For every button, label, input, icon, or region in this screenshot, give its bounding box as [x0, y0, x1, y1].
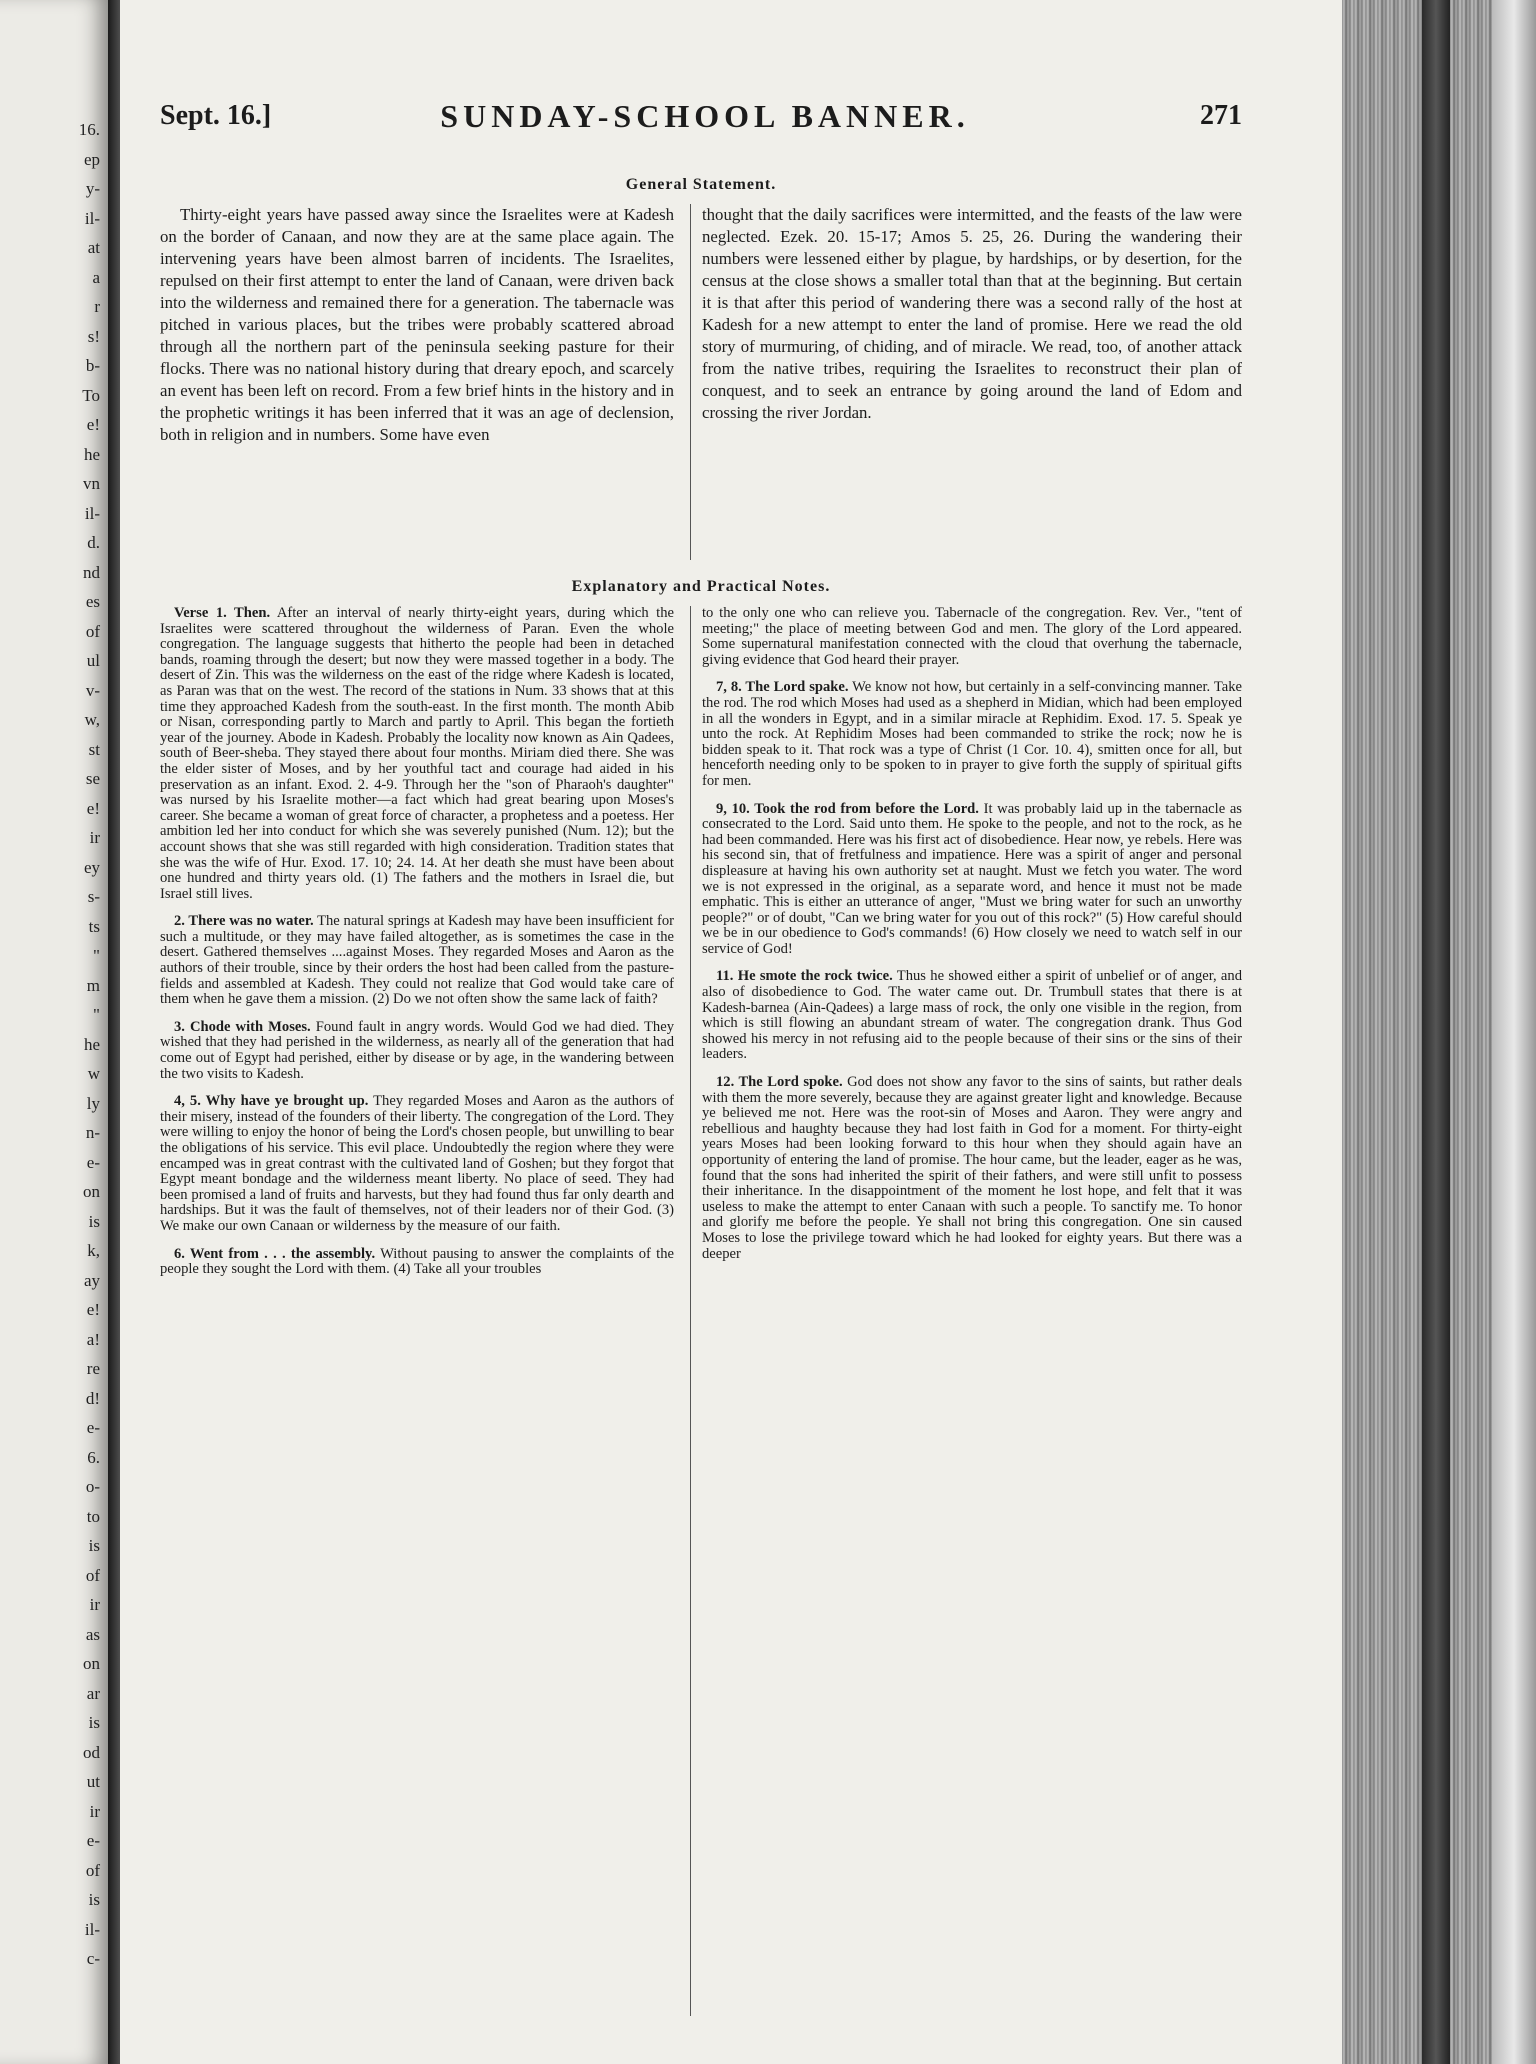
previous-page-fragment: e-: [86, 1152, 100, 1172]
note-body: After an interval of nearly thirty-eight years, during which the Israelites were scattered throughout the wilderness of Paran. Even the whole congregation. The language suggests that hitherto the people had been in detached bands, roaming through the desert; but now they were massed together in a body. The desert of Zin. This was the wilderness on the east of the ridge where Kadesh is located, as Paran was that on the west. The record of the stations in Num. 33 shows that at this time they approached Kadesh from the south-east. In the first month. The month Abib or Nisan, corresponding partly to March and partly to April. This began the fortieth year of the journey. Abode in Kadesh. Probably the locality now known as Ain Qadees, south of Beer-sheba. They stayed there about four months. Miriam died there. She was the elder sister of Moses, and by her youthful tact and courage had aided in his preservation as an infant. Exod. 2. 4-9. Through her the "son of Pharaoh's daughter" was nursed by his Israelite mother—a fact which had great bearing upon Moses's career. She became a woman of great force of character, a prophetess and a poetess. Her ambition led her into conduct for which she was severely punished (Num. 12); but the account shows that she was still regarded with high consideration. Tradition states that she was the wife of Hur. Exod. 17. 10; 24. 14. At her death she must have been about one hundred and thirty years old. (1) The fathers and the mothers in Israel die, but Israel still lives.: [160, 606, 674, 902]
previous-page-fragment: of: [85, 621, 100, 641]
book-gutter: [108, 0, 120, 2064]
previous-page-edge: [0, 0, 108, 2064]
previous-page-fragment: ir: [89, 1801, 100, 1821]
general-statement-right-column: [702, 204, 1242, 554]
note-paragraph: [702, 1075, 1242, 1262]
note-body: Found fault in angry words. Would God we had died. They wished that they had perished in the wilderness, as nearly all of the generation that had come out of Egypt had perished, either by disease or by age, in the wandering between the two visits to Kadesh.: [160, 1018, 674, 1082]
previous-page-fragment: as: [85, 1624, 100, 1644]
note-verse-lead: 9, 10. Took the rod from before the Lord.: [716, 800, 979, 817]
previous-page-fragment: ir: [89, 1595, 100, 1614]
note-paragraph: [160, 606, 674, 902]
note-paragraph: [160, 1094, 674, 1234]
previous-page-fragment: e!: [86, 798, 100, 818]
previous-page-fragment: vn: [83, 474, 100, 493]
previous-page-fragment: o-: [85, 1477, 100, 1496]
previous-page-fragment: is: [88, 1536, 100, 1555]
note-body: to the only one who can relieve you. Tabernacle of the congregation. Rev. Ver., "tent of meeting;" the place of meeting between God and men. The glory of the Lord appeared. Some supernatural manifestation connected with the cloud that overhung the tabernacle, giving evidence that God heard their prayer.: [702, 606, 1242, 668]
note-paragraph: [702, 969, 1242, 1063]
book-page: [120, 0, 1342, 2064]
page-edge-highlight: [1492, 0, 1536, 2064]
previous-page-fragment: n-: [85, 1123, 100, 1142]
general-statement-left-column: [160, 204, 674, 554]
previous-page-fragment: e!: [86, 415, 100, 434]
previous-page-fragment: ly: [86, 1093, 100, 1113]
note-verse-lead: 12. The Lord spoke.: [716, 1074, 843, 1091]
previous-page-fragment: se: [85, 769, 100, 788]
previous-page-fragment: is: [88, 1211, 100, 1231]
previous-page-fragment: ar: [86, 1683, 100, 1703]
previous-page-fragment: on: [83, 1654, 100, 1673]
note-body: God does not show any favor to the sins of saints, but rather deals with them the more severely, because they are against greater light and knowledge. Because ye believed me not. Here was the root-sin of Moses and Aaron. They were angry and rebellious and haughty because they had lost faith in God for a moment. For thirty-eight years Moses had been looking forward to this hour when they should again have an opportunity of entering the land of promise. The hour came, but the leader, eager as he was, found that the sons had inherited the spirit of their fathers, and were still unfit to possess their inheritance. In the disappointment of the moment he lost hope, and felt that it was useless to make the attempt to enter Canaan with such a people. To sanctify me. To honor and glorify me before the people. Ye shall not bring this congregation. One sin caused Moses to lose the privilege toward which he had looked for eighty years. But there was a deeper: [702, 1074, 1242, 1262]
previous-page-fragment: e-: [86, 1831, 100, 1850]
note-body: They regarded Moses and Aaron as the authors of their misery, instead of the founders of their liberty. The congregation of the Lord. They were willing to enjoy the honor of being the Lord's chosen people, but unwilling to bear the obligations of his service. This evil place. Undoubtedly the region where they were encamped was in great contrast with the cultivated land of Goshen; but they forgot that Egypt meant bondage and the wilderness meant liberty. No place of seed. They had been promised a land of fruits and harvests, but they had found thus far only dearth and hardships. But it was the fault of themselves, not of their leaders nor of their God. (3) We make our own Canaan or wilderness by the measure of our faith.: [160, 1093, 674, 1234]
previous-page-fragment: ul: [86, 651, 100, 670]
previous-page-fragment: ": [93, 1005, 100, 1024]
previous-page-fragment: es: [85, 592, 100, 611]
previous-page-fragment: od: [83, 1742, 100, 1762]
note-paragraph: [160, 1247, 674, 1278]
previous-page-fragment: il-: [84, 503, 100, 523]
previous-page-fragment: k,: [87, 1241, 100, 1260]
previous-page-fragment: on: [83, 1182, 100, 1201]
note-body: We know not how, but certainly in a self-convincing manner. Take the rod. The rod which Moses had used as a shepherd in Midian, which had been employed in all the wonders in Egypt, and in a similar miracle at Rephidim. Exod. 17. 5. Speak ye unto the rock. At Rephidim Moses had been commanded to strike the rock; now he is bidden speak to it. That rock was a type of Christ (1 Cor. 10. 4), smitten once for all, but henceforth needing only to be spoken to in prayer to give forth the supply of spiritual gifts for men.: [702, 679, 1242, 789]
note-paragraph: [702, 680, 1242, 789]
note-paragraph: [702, 606, 1242, 668]
previous-page-fragment: at: [87, 238, 100, 257]
previous-page-fragment: a: [92, 267, 100, 287]
page-number: 271: [1200, 100, 1242, 131]
note-verse-lead: 11. He smote the rock twice.: [716, 968, 893, 985]
previous-page-fragment: 6.: [87, 1447, 100, 1467]
previous-page-fragment: ay: [83, 1270, 100, 1290]
header-title: SUNDAY-SCHOOL BANNER.: [440, 98, 970, 134]
previous-page-fragment: il-: [84, 208, 100, 228]
note-body: Without pausing to answer the complaints of the people they sought the Lord with them. (4) Take all your troubles: [160, 1245, 674, 1278]
previous-page-fragment: s-: [87, 887, 100, 906]
previous-page-fragment: m: [86, 975, 100, 995]
previous-page-fragment: he: [83, 444, 100, 464]
column-divider: [690, 606, 691, 2016]
previous-page-fragment: il-: [84, 1919, 100, 1939]
previous-page-fragment: b-: [85, 356, 100, 375]
notes-left-column: [160, 606, 674, 2016]
note-verse-lead: 3. Chode with Moses.: [174, 1018, 311, 1035]
previous-page-fragment: r: [94, 297, 100, 316]
note-verse-lead: 4, 5. Why have ye brought up.: [174, 1093, 369, 1110]
general-statement-left-text: Thirty-eight years have passed away since the Israelites were at Kadesh on the border of Canaan, and now they are at the same place again. The intervening years have been almost barren of incidents. The Israelites, repulsed on their first attempt to enter the land of Canaan, were driven back into the wilderness and remained there for a generation. The tabernacle was pitched in various places, but the tribes were probably scattered abroad through all the northern part of the peninsula seeking pasture for their flocks. There was no national history during that dreary epoch, and scarcely an event has been left on record. From a few brief hints in the history and in the prophetic writings it has been inferred that it was an age of declension, both in religion and in numbers. Some have even: [160, 205, 674, 444]
previous-page-fragment: re: [86, 1359, 100, 1378]
column-divider: [690, 204, 691, 560]
page-edge-shadow: [1422, 0, 1450, 2064]
previous-page-fragment: e-: [86, 1418, 100, 1437]
running-header: [160, 96, 1242, 146]
previous-page-fragment: w: [87, 1064, 100, 1083]
previous-page-fragment: he: [83, 1034, 100, 1054]
page-stack-edges: [1342, 0, 1536, 2064]
previous-page-fragment: nd: [83, 562, 100, 582]
general-statement-heading: General Statement.: [625, 176, 777, 193]
note-body: The natural springs at Kadesh may have been insufficient for such a multitude, or they may have failed altogether, as is sometimes the case in the desert. Gathered themselves ....against Moses. They regarded Moses and Aaron as the authors of their trouble, since by their orders the host had been called from the pasture-fields and assembled at Kadesh. They could not realize that God would take care of them when he gave them a mission. (2) Do we not often show the same lack of faith?: [160, 913, 674, 1008]
previous-page-fragment: a!: [86, 1329, 100, 1349]
previous-page-fragment: c-: [86, 1949, 100, 1968]
previous-page-fragment: ts: [88, 916, 100, 936]
previous-page-fragment: w,: [84, 710, 100, 729]
note-verse-lead: 2. There was no water.: [174, 913, 314, 930]
note-paragraph: [160, 1020, 674, 1082]
previous-page-fragment: ": [93, 946, 100, 965]
previous-page-fragment: st: [88, 739, 100, 759]
previous-page-fragment: 16.: [78, 120, 100, 139]
note-paragraph: [702, 802, 1242, 958]
general-statement-right-text: thought that the daily sacrifices were intermitted, and the feasts of the law were neglected. Ezek. 20. 15-17; Amos 5. 25, 26. During the wandering their numbers were lessened either by plague, by hardships, or by desertion, for the census at the close shows a smaller total than that at the beginning. But certain it is that after this period of wandering there was a second rally of the host at Kadesh for a new attempt to enter the land of promise. Here we read the old story of murmuring, of chiding, and of miracle. We read, too, of another attack from the native tribes, requiring the Israelites to reconstruct their plan of conquest, and to seek an entrance by going around the land of Edom and crossing the river Jordan.: [702, 205, 1242, 422]
note-verse-lead: 7, 8. The Lord spake.: [716, 679, 849, 696]
previous-page-fragment: is: [88, 1890, 100, 1909]
previous-page-fragment: of: [85, 1860, 100, 1880]
note-verse-lead: 6. Went from . . . the assembly.: [174, 1245, 376, 1262]
header-date: Sept. 16.]: [160, 100, 272, 131]
previous-page-fragment: is: [88, 1713, 100, 1732]
previous-page-fragment: To: [82, 385, 100, 405]
previous-page-fragment: ey: [83, 857, 100, 877]
note-body: It was probably laid up in the tabernacle as consecrated to the Lord. Said unto them. He spoke to the people, and not to the rock, as he had been commanded. Here was his first act of disobedience. Hear now, ye rebels. Here was his second sin, that of fretfulness and impatience. Here was a spirit of anger and personal displeasure at having his own authority set at naught. Must we fetch you water. The word we is not expressed in the original, as a separate word, and hence it must not be made emphatic. This is either an utterance of anger, "Must we bring water for such an unworthy people?" or of doubt, "Can we bring water for you out of this rock?" (5) How careful should we be in our obedience to God's commands! (6) How closely we need to watch self in our service of God!: [702, 800, 1242, 957]
previous-page-fragment: e!: [86, 1300, 100, 1319]
previous-page-fragment: to: [86, 1506, 100, 1526]
previous-page-fragment: d.: [87, 533, 100, 552]
previous-page-fragment: ep: [83, 149, 100, 169]
previous-page-fragment: v-: [85, 680, 100, 700]
previous-page-fragment: d!: [85, 1388, 100, 1408]
notes-heading: Explanatory and Practical Notes.: [571, 578, 831, 595]
previous-page-fragment: ir: [89, 828, 100, 847]
previous-page-fragment: y-: [85, 179, 100, 198]
note-verse-lead: Verse 1. Then.: [174, 606, 271, 621]
notes-right-column: [702, 606, 1242, 2016]
previous-page-fragment: ut: [86, 1772, 100, 1791]
previous-page-fragment: of: [85, 1565, 100, 1585]
previous-page-fragment: s!: [87, 326, 100, 346]
note-paragraph: [160, 914, 674, 1008]
note-body: Thus he showed either a spirit of unbelief or of anger, and also of disobedience to God. The water came out. Dr. Trumbull states that there is at Kadesh-barnea (Ain-Qadees) a large mass of rock, the only one visible in the region, from which is still flowing an abundant stream of water. The congregation drank. Thus God showed his mercy in not refusing aid to the people because of their sins or the sins of their leaders.: [702, 968, 1242, 1063]
